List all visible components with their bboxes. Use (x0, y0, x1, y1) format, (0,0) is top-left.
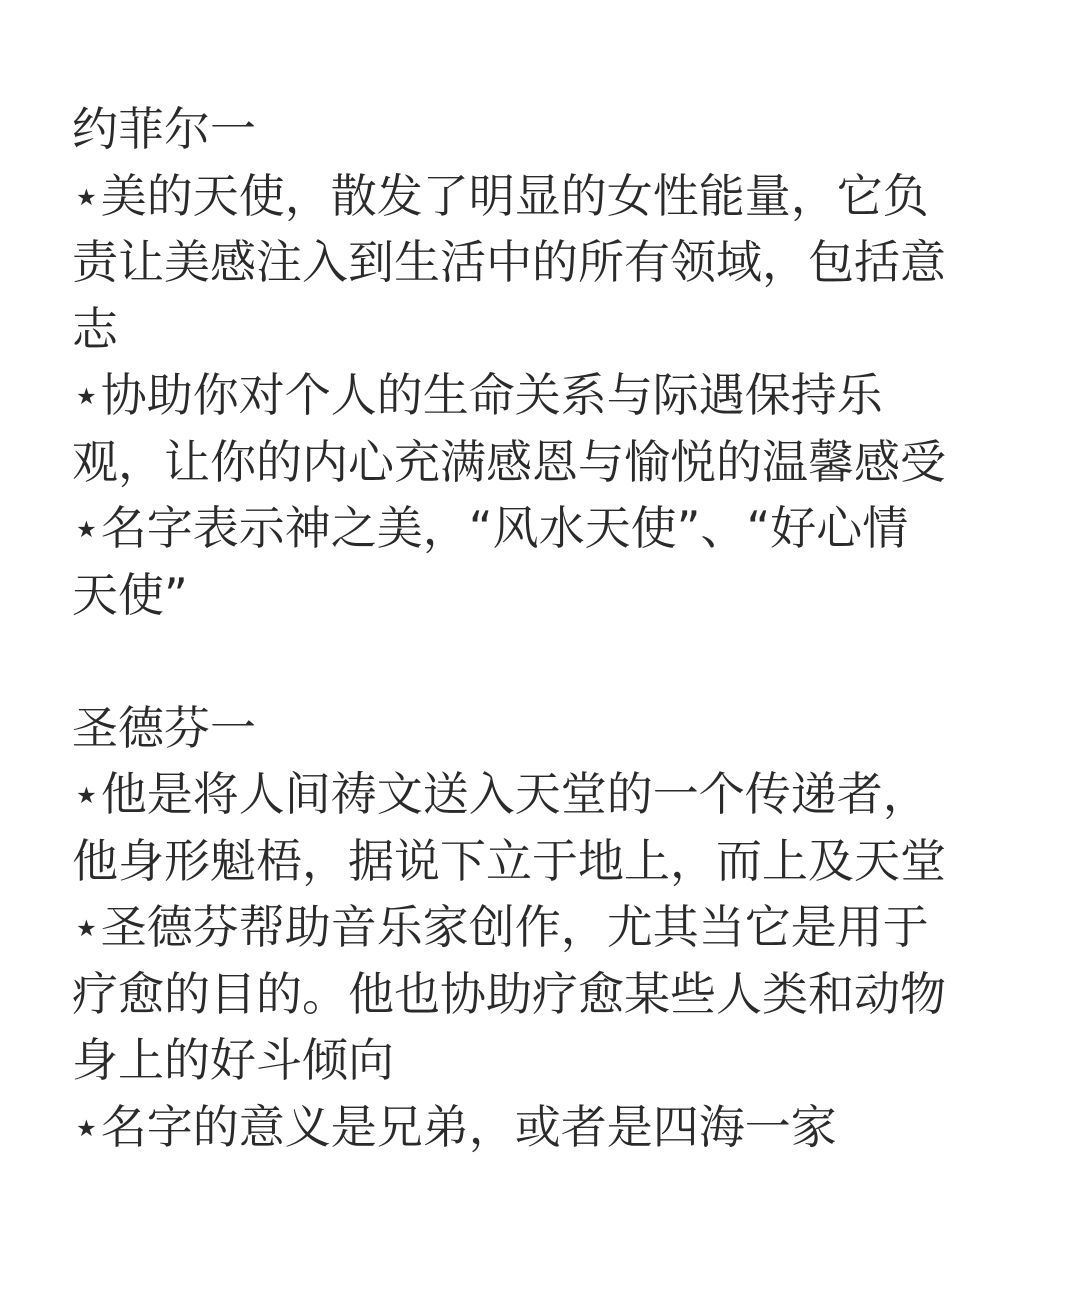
section-heading: 约菲尔一 (72, 102, 256, 156)
text-line: 责让美感注入到生活中的所有领域，包括意 (72, 235, 946, 289)
angel-descriptions (72, 96, 987, 1160)
section-sandalphon (72, 695, 987, 1161)
text-line: ⋆名字表示神之美，“风水天使”、“好心情 (72, 501, 909, 555)
text-line: 观，让你的内心充满感恩与愉悦的温馨感受 (72, 434, 946, 489)
text-line: 天使” (72, 567, 188, 622)
clipped-top-line (72, 0, 892, 16)
text-line: ⋆圣德芬帮助音乐家创作，尤其当它是用于 (72, 900, 929, 954)
text-line: ⋆美的天使，散发了明显的女性能量，它负 (72, 168, 929, 223)
text-line: 志 (72, 301, 118, 356)
text-line: 身上的好斗倾向 (72, 1033, 394, 1087)
text-line: ⋆名字的意义是兄弟，或者是四海一家 (72, 1099, 837, 1154)
text-line: 疗愈的目的。他也协助疗愈某些人类和动物 (72, 966, 946, 1021)
text-line: ⋆他是将人间祷文送入天堂的一个传递者， (72, 767, 929, 821)
section-jophiel (72, 96, 987, 628)
text-line: 他身形魁梧，据说下立于地上，而上及天堂 (72, 833, 946, 888)
section-heading: 圣德芬一 (72, 700, 256, 755)
text-line: ⋆协助你对个人的生命关系与际遇保持乐 (72, 368, 883, 422)
